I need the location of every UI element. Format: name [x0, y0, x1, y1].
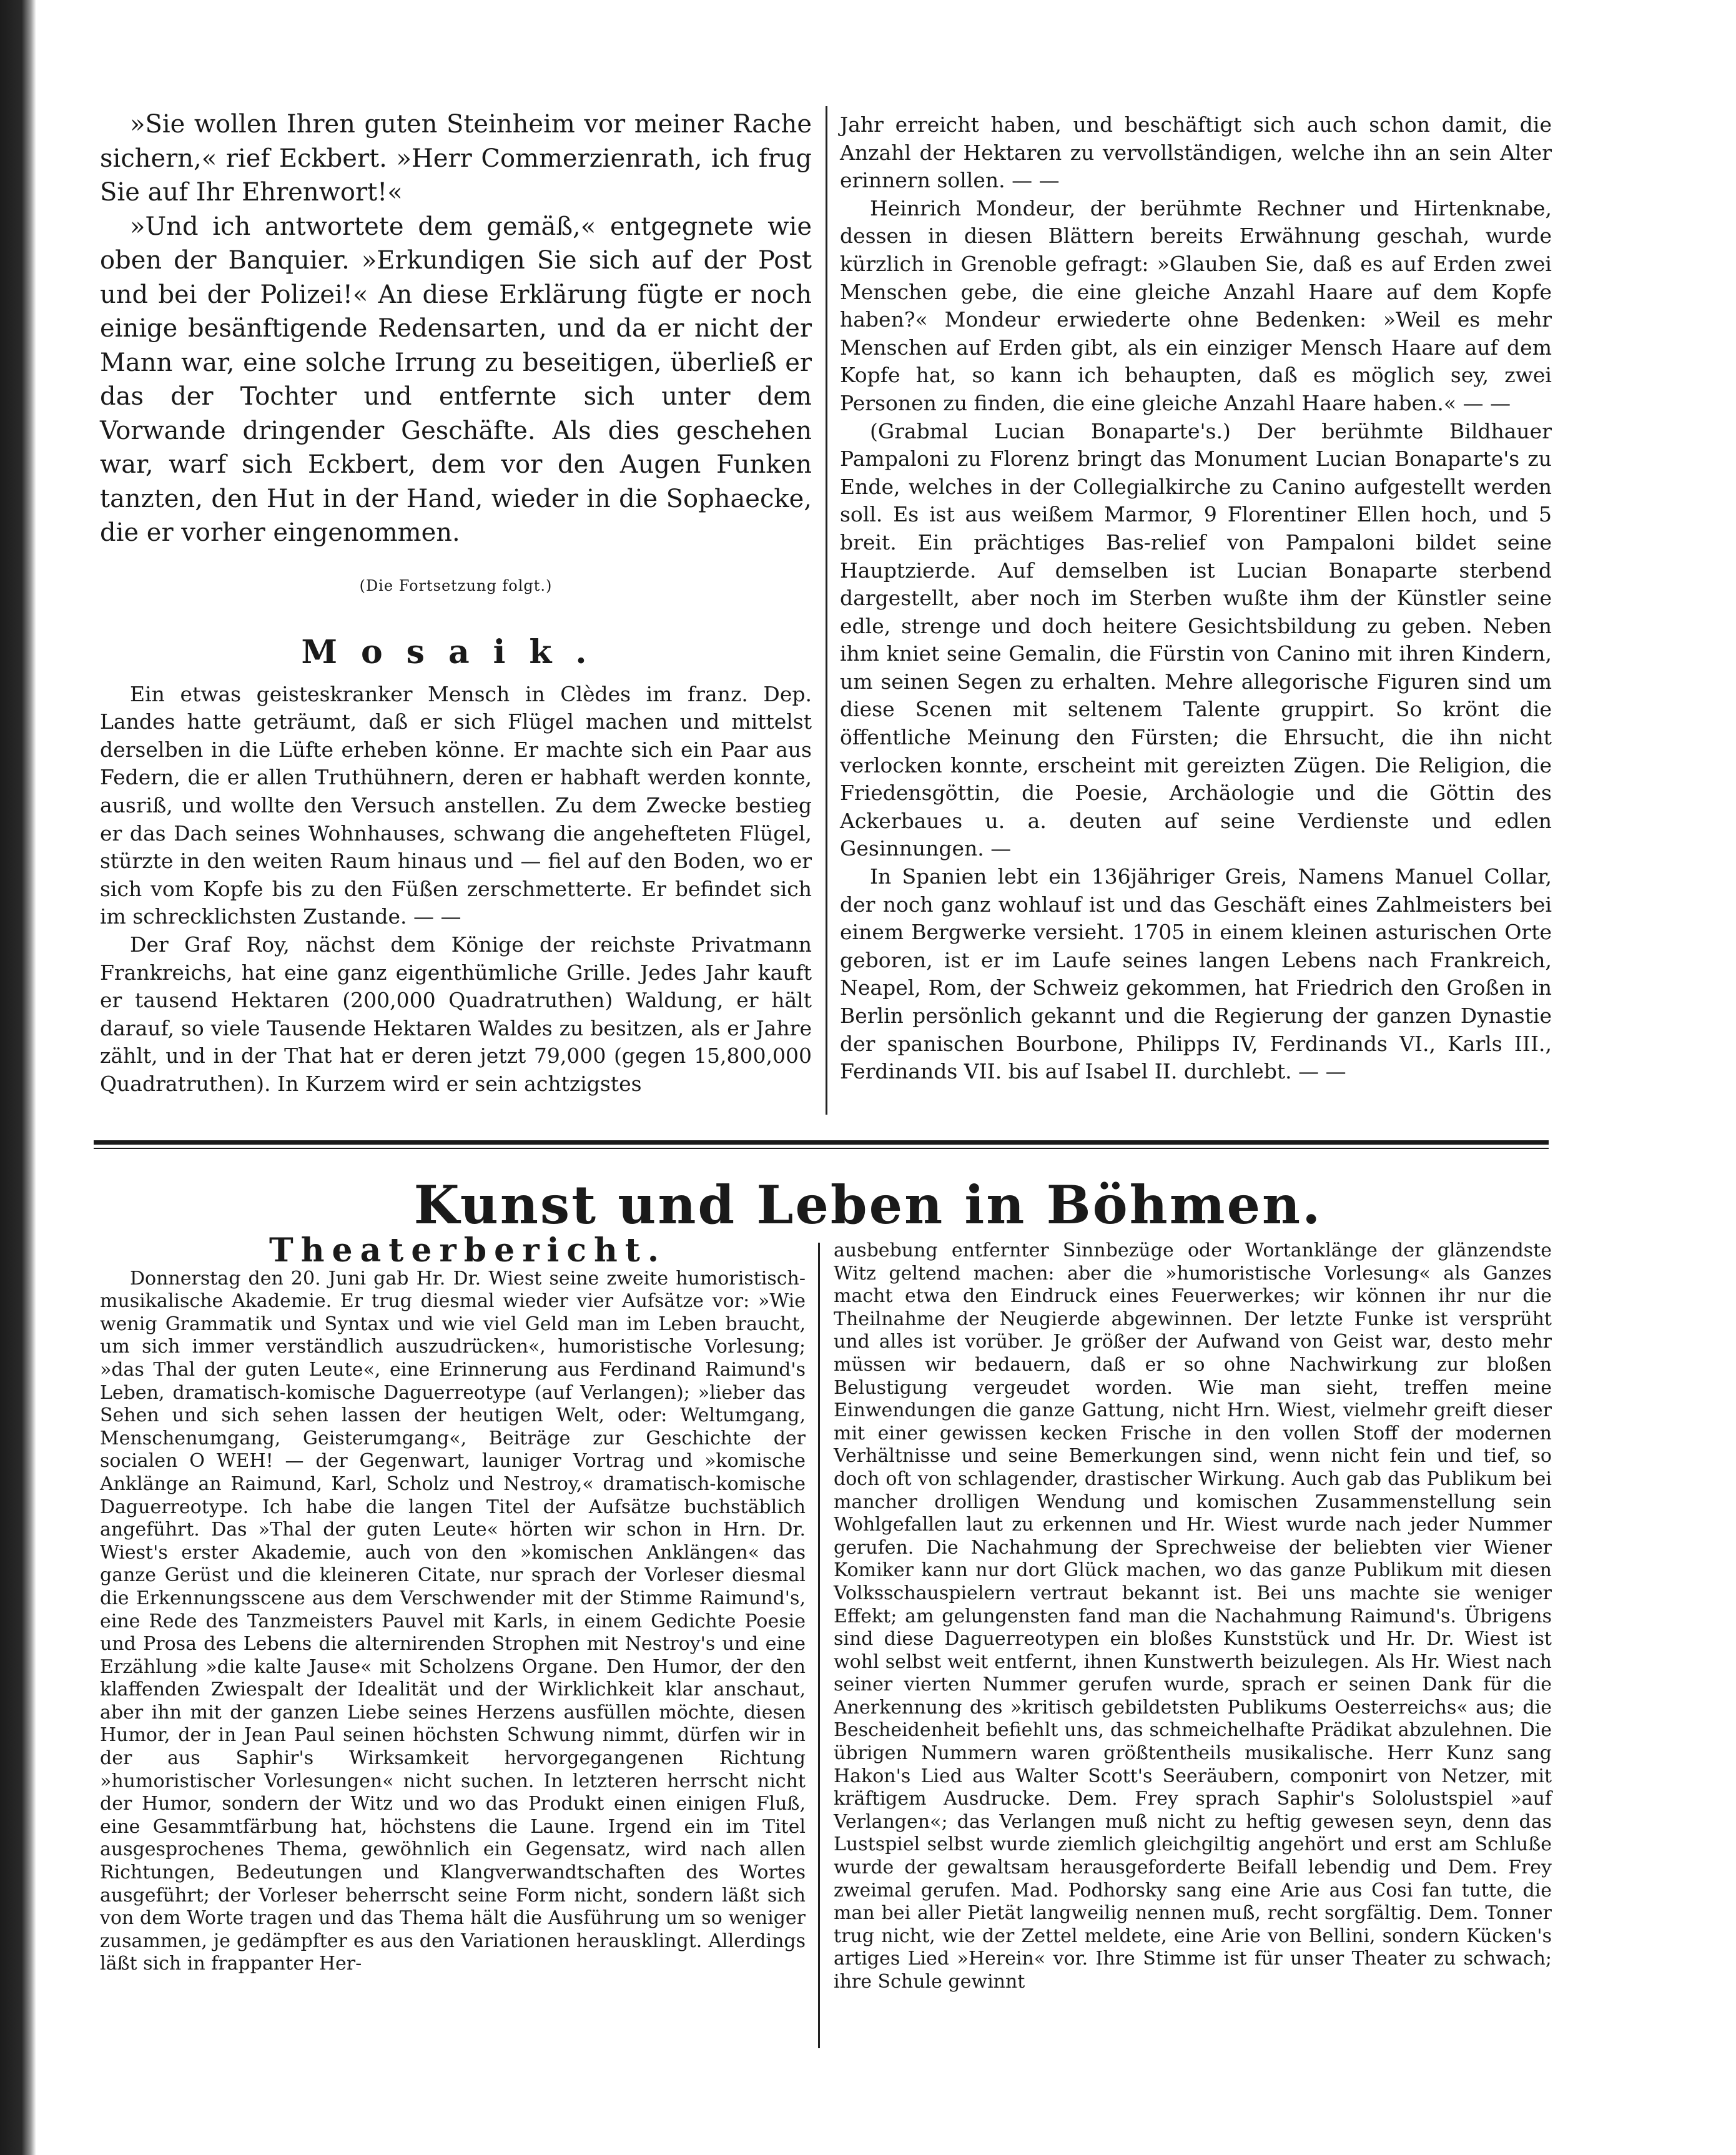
lower-right-column	[834, 1240, 1552, 1994]
theater-report-paragraph-1: Donnerstag den 20. Juni gab Hr. Dr. Wiest seine zweite humoristisch-musikalische Akademie. Er trug diesmal wieder vier Aufsätze vor: »Wie wenig Grammatik und Syntax und wie viel Geld man im Leben braucht, um sich immer verständlich auszudrücken«, humoristische Vorlesung; »das Thal der guten Leute«, eine Erinnerung aus Ferdinand Raimund's Leben, dramatisch-komische Daguerreotype (auf Verlangen); »lieber das Sehen und sich sehen lassen der heutigen Welt, oder: Weltumgang, Menschenumgang, Geisterumgang«, Beiträge zur Geschichte der socialen O WEH! — der Gegenwart, launiger Vortrag und »komische Anklänge an Raimund, Karl, Scholz und Nestroy,« dramatisch-komische Daguerreotype. Ich habe die langen Titel der Aufsätze buchstäblich angeführt. Das »Thal der guten Leute« hörten wir schon in Hrn. Dr. Wiest's erster Akademie, auch von den »komischen Anklängen« das ganze Gerüst und die kleineren Citate, nur sprach der Vorleser diesmal die Erkennungsscene aus dem Verschwender mit der Stimme Raimund's, eine Rede des Tanzmeisters Pauvel mit Karls, in einem Gedichte Poesie und Prosa des Lebens die alternirenden Strophen mit Nestroy's und eine Erzählung »die kalte Jause« mit Scholzens Organe. Den Humor, der den klaffenden Zwiespalt der Idealität und der Wirklichkeit klar anschaut, aber ihn mit der ganzen Liebe seines Herzens ausfüllen möchte, diesen Humor, der in Jean Paul seinen höchsten Schwung nimmt, dürfen wir in der aus Saphir's Wirksamkeit hervorgegangenen Richtung »humoristischer Vorlesungen« nicht suchen. In letzteren herrscht nicht der Humor, sondern der Witz und wo das Produkt einen einigen Fluß, eine Gesammtfärbung hat, höchstens die Laune. Irgend ein im Titel ausgesprochenes Thema, gewöhnlich ein Gegensatz, wird nach allen Richtungen, Bedeutungen und Klangverwandtschaften des Wortes ausgeführt; der Vorleser beherrscht seine Form nicht, sondern läßt sich von dem Worte tragen und das Thema hält die Ausführung um so weniger zusammen, je gedämpfter es aus den Variationen herausklingt. Allerdings läßt sich in frappanter Her-	[100, 1267, 806, 1975]
lower-left-column	[100, 1231, 806, 1976]
mosaik-section	[100, 633, 812, 1098]
continued-note: (Die Fortsetzung folgt.)	[359, 576, 553, 594]
dialogue-paragraph-1: »Sie wollen Ihren guten Steinheim vor meiner Rache sichern,« rief Eckbert. »Herr Commerzienrath, ich frug Sie auf Ihr Ehrenwort!«	[100, 110, 812, 207]
book-binding-edge	[0, 0, 36, 2155]
section-rule-thin	[94, 1148, 1549, 1149]
mosaik-title: Mosaik.	[301, 633, 611, 671]
news-paragraph-1: Jahr erreicht haben, und beschäftigt sich auch schon damit, die Anzahl der Hektaren zu vervollständigen, welche ihn an sein Alter erinnern sollen. — —	[840, 112, 1552, 193]
news-paragraph-2: Heinrich Mondeur, der berühmte Rechner und Hirtenknabe, dessen in diesen Blättern bereits Erwähnung geschah, wurde kürzlich in Grenoble gefragt: »Glauben Sie, daß es auf Erden zwei Menschen gebe, die eine gleiche Anzahl Haare auf dem Kopfe haben?« Mondeur erwiederte ohne Bedenken: »Weil es mehr Menschen auf Erden gibt, als ein einziger Mensch Haare auf dem Kopfe hat, so kann ich behaupten, daß es möglich sey, zwei Personen zu finden, die eine gleiche Anzahl Haare haben.« — —	[840, 195, 1552, 415]
news-paragraph-4: In Spanien lebt ein 136jähriger Greis, Namens Manuel Collar, der noch ganz wohlauf ist und das Geschäft eines Zahlmeisters bei einem Bergwerke versieht. 1705 in einem kleinen asturischen Orte geboren, ist er im Laufe seines langen Lebens nach Frankreich, Neapel, Rom, der Schweiz gekommen, hat Friedrich den Großen in Berlin persönlich gekannt und die Regierung der ganzen Dynastie der spanischen Bourbone, Philipps IV, Ferdinands VI., Karls III., Ferdinands VII. bis auf Isabel II. durchlebt. — —	[840, 864, 1552, 1084]
section-rule-thick	[94, 1140, 1549, 1145]
main-title: Kunst und Leben in Böhmen.	[413, 1174, 1323, 1236]
upper-column-divider	[826, 106, 827, 1115]
mosaik-paragraph-1: Ein etwas geisteskranker Mensch in Clèdes im franz. Dep. Landes hatte geträumt, daß er sich Flügel machen und mittelst derselben in die Lüfte erheben könne. Er machte sich ein Paar aus Federn, die er allen Truthühnern, deren er habhaft werden konnte, ausriß, und wollte den Versuch anstellen. Zu dem Zwecke bestieg er das Dach seines Wohnhauses, schwang die angehefteten Flügel, stürzte in den weiten Raum hinaus und — fiel auf den Boden, wo er sich vom Kopfe bis zu den Füßen zerschmetterte. Er befindet sich im schrecklichsten Zustande. — —	[100, 681, 812, 929]
theater-report-paragraph-2: ausbebung entfernter Sinnbezüge oder Wortanklänge der glänzendste Witz geltend machen: aber die »humoristische Vorlesung« als Ganzes macht etwa den Eindruck eines Feuerwerkes; wir können ihr nur die Theilnahme der Neugierde abgewinnen. Der letzte Funke ist versprüht und alles ist vorüber. Je größer der Aufwand von Geist war, desto mehr müssen wir bedauern, daß er so ohne Nachwirkung zur bloßen Belustigung vergeudet worden. Wie man sieht, treffen meine Einwendungen die ganze Gattung, nicht Hrn. Wiest, vielmehr greift dieser mit einer gewissen kecken Frische in den vollen Stoff der modernen Verhältnisse und seine Bemerkungen sind, wenn nicht fein und tief, so doch oft von schlagender, drastischer Wirkung. Auch gab das Publikum bei mancher drolligen Wendung und komischen Zusammenstellung sein Wohlgefallen laut zu erkennen und Hr. Wiest wurde nach jeder Nummer gerufen. Die Nachahmung der Sprechweise der beliebten vier Wiener Komiker kann nur dort Glück machen, wo das ganze Publikum mit diesen Volksschauspielern vertraut bekannt ist. Bei uns machte sie weniger Effekt; am gelungensten fand man die Nachahmung Raimund's. Übrigens sind diese Daguerreotypen ein bloßes Kunststück und Hr. Dr. Wiest ist wohl selbst weit entfernt, ihnen Kunstwerth beizulegen. Als Hr. Wiest nach seiner vierten Nummer gerufen wurde, sprach er seinen Dank für die Anerkennung des »kritisch gebildetsten Publikums Oesterreichs« aus; die Bescheidenheit befiehlt uns, das schmeichelhafte Prädikat abzulehnen. Die übrigen Nummern waren größtentheils musikalische. Herr Kunz sang Hakon's Lied aus Walter Scott's Seeräubern, componirt von Netzer, mit kräftigem Ausdrucke. Dem. Frey sprach Saphir's Sololustspiel »auf Verlangen«; das Verlangen muß nicht zu heftig gewesen seyn, denn das Lustspiel selbst wurde ziemlich gleichgiltig angehört und erst am Schluße wurde der gewaltsam herausgeforderte Beifall lebendig und Dem. Frey zweimal gerufen. Mad. Podhorsky sang eine Arie aus Cosi fan tutte, die man bei aller Pietät langweilig nennen muß, recht sorgfältig. Dem. Tonner trug nicht, wie der Zettel meldete, eine Arie von Bellini, sondern Kücken's artiges Lied »Herein« vor. Ihre Stimme ist für unser Theater zu schwach; ihre Schule gewinnt	[834, 1240, 1552, 1993]
news-paragraph-3: (Grabmal Lucian Bonaparte's.) Der berühmte Bildhauer Pampaloni zu Florenz bringt das Monument Lucian Bonaparte's zu Ende, welches in der Collegialkirche zu Canino aufgestellt werden soll. Es ist aus weißem Marmor, 9 Florentiner Ellen hoch, und 5 breit. Ein prächtiges Bas-relief von Pampaloni bildet seine Hauptzierde. Auf demselben ist Lucian Bonaparte sterbend dargestellt, aber noch im Sterben wußte ihm der Künstler seine edle, strenge und doch heitere Gesichtsbildung zu geben. Neben ihm kniet seine Gemalin, die Fürstin von Canino mit ihren Kindern, um seinen Segen zu erhalten. Mehre allegorische Figuren sind um diese Scenen mit seltenem Talente gruppirt. So krönt die öffentliche Meinung den Fürsten; die Ehrsucht, die ihn nicht verlocken konnte, erscheint mit gereizten Zügen. Die Religion, die Friedensgöttin, die Poesie, Archäologie und die Göttin des Ackerbaues u. a. deuten auf seine Verdienste und edlen Gesinnungen. —	[840, 418, 1552, 861]
lower-column-divider	[818, 1243, 820, 2048]
dialogue-paragraph-2: »Und ich antwortete dem gemäß,« entgegnete wie oben der Banquier. »Erkundigen Sie sich auf der Post und bei der Polizei!« An diese Erklärung fügte er noch einige besänftigende Redensarten, und da er nicht der Mann war, eine solche Irrung zu beseitigen, überließ er das der Tochter und entfernte sich unter dem Vorwande dringender Geschäfte. Als dies geschehen war, warf sich Eckbert, dem vor den Augen Funken tanzten, den Hut in der Hand, wieder in die Sophaecke, die er vorher eingenommen.	[100, 212, 812, 547]
theater-report-title: Theaterbericht.	[269, 1231, 666, 1270]
upper-left-column	[100, 107, 812, 1098]
upper-right-column	[840, 111, 1552, 1086]
mosaik-paragraph-2: Der Graf Roy, nächst dem Könige der reichste Privatmann Frankreichs, hat eine ganz eigenthümliche Grille. Jedes Jahr kauft er tausend Hektaren (200,000 Quadratruthen) Waldung, er hält darauf, so viele Tausende Hektaren Waldes zu besitzen, als er Jahre zählt, und in der That hat er deren jetzt 79,000 (gegen 15,800,000 Quadratruthen). In Kurzem wird er sein achtzigstes	[100, 932, 812, 1096]
